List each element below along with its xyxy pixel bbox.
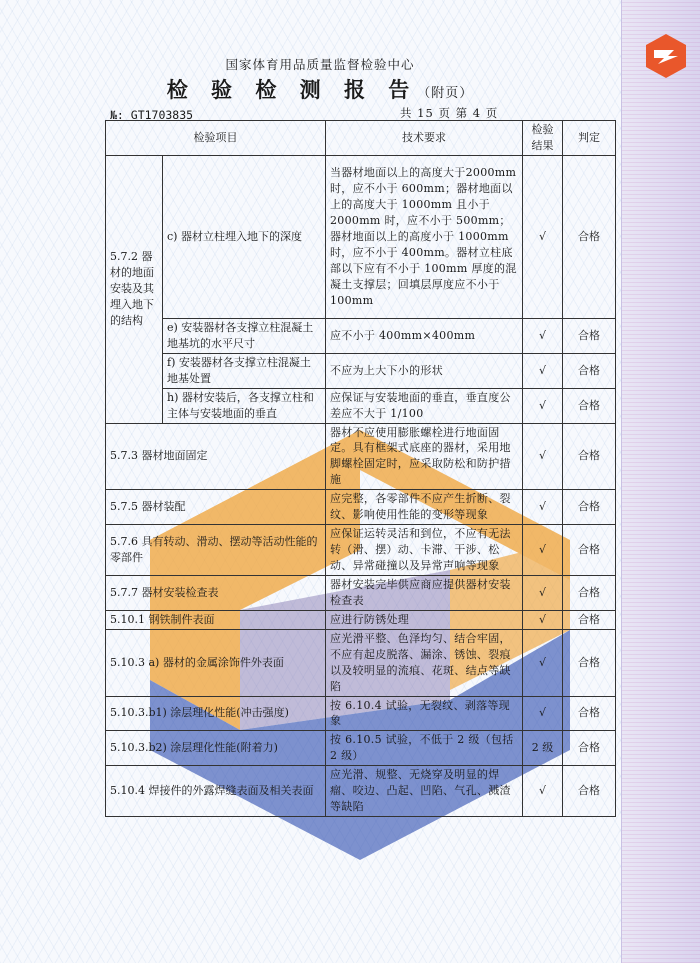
item-cell: 5.7.3 器材地面固定 <box>106 423 326 490</box>
table-row <box>106 388 616 423</box>
item-cell: 5.10.4 焊接件的外露焊缝表面及相关表面 <box>106 766 326 817</box>
verdict-cell: 合格 <box>563 318 616 353</box>
requirement-cell: 当器材地面以上的高度大于2000mm 时，应不小于 600mm；器材地面以上的高度大于 1000mm 且小于 2000mm 时，应不小于 500mm；器材地面以上的高度小于 1000mm 时，应不小于 400mm。器材立柱底部以下应有不小于 100mm 厚度的混凝土支撑层；回填层厚度应不小于 100mm <box>326 155 523 318</box>
report-title-subtitle: （附页） <box>417 86 474 101</box>
result-cell: √ <box>523 490 563 525</box>
header-verdict: 判定 <box>563 121 616 156</box>
table-row <box>106 423 616 490</box>
table-header-row <box>106 121 616 156</box>
table-row <box>106 353 616 388</box>
item-cell: 5.10.3.b1) 涂层理化性能(冲击强度) <box>106 696 326 731</box>
verdict-cell: 合格 <box>563 575 616 610</box>
requirement-cell: 应进行防锈处理 <box>326 610 523 629</box>
table-row <box>106 766 616 817</box>
header-requirement: 技术要求 <box>326 121 523 156</box>
verdict-cell: 合格 <box>563 490 616 525</box>
table-row <box>106 318 616 353</box>
table-row <box>106 525 616 576</box>
result-cell: √ <box>523 155 563 318</box>
requirement-cell: 应保证与安装地面的垂直，垂直度公差应不大于 1/100 <box>326 388 523 423</box>
verdict-cell: 合格 <box>563 388 616 423</box>
requirement-cell: 应不小于 400mm×400mm <box>326 318 523 353</box>
requirement-cell: 器材安装完毕供应商应提供器材安装检查表 <box>326 575 523 610</box>
table-row <box>106 155 616 318</box>
result-cell: √ <box>523 388 563 423</box>
result-cell: √ <box>523 629 563 696</box>
result-cell: √ <box>523 766 563 817</box>
item-cell: 5.7.6 具有转动、滑动、摆动等活动性能的零部件 <box>106 525 326 576</box>
requirement-cell: 应光滑、规整、无烧穿及明显的焊瘤、咬边、凸起、凹陷、气孔、溅渣等缺陷 <box>326 766 523 817</box>
requirement-cell: 不应为上大下小的形状 <box>326 353 523 388</box>
report-number: №: GT1703835 <box>110 108 194 122</box>
sub-item: h) 器材安装后，各支撑立柱和主体与安装地面的垂直 <box>163 388 326 423</box>
result-cell: √ <box>523 610 563 629</box>
result-cell: √ <box>523 318 563 353</box>
verdict-cell: 合格 <box>563 696 616 731</box>
table-row <box>106 731 616 766</box>
sub-item: e) 安装器材各支撑立柱混凝土地基坑的水平尺寸 <box>163 318 326 353</box>
report-title-main: 检 验 检 测 报 告 <box>166 77 418 102</box>
result-cell: 2 级 <box>523 731 563 766</box>
verdict-cell: 合格 <box>563 423 616 490</box>
result-cell: √ <box>523 696 563 731</box>
table-row <box>106 696 616 731</box>
requirement-cell: 应光滑平整、色泽均匀、结合牢固，不应有起皮脱落、漏涂、锈蚀、裂痕以及较明显的流痕、花斑、结点等缺陷 <box>326 629 523 696</box>
item-cell: 5.10.3 a) 器材的金属涂饰件外表面 <box>106 629 326 696</box>
header-item: 检验项目 <box>106 121 326 156</box>
result-cell: √ <box>523 575 563 610</box>
verdict-cell: 合格 <box>563 610 616 629</box>
table-row <box>106 490 616 525</box>
header-result: 检验结果 <box>523 121 563 156</box>
result-cell: √ <box>523 525 563 576</box>
verdict-cell: 合格 <box>563 525 616 576</box>
table-row <box>106 610 616 629</box>
sub-item: c) 器材立柱埋入地下的深度 <box>163 155 326 318</box>
requirement-cell: 按 6.10.4 试验，无裂纹、剥落等现象 <box>326 696 523 731</box>
inspection-table <box>105 120 616 817</box>
requirement-cell: 应完整，各零部件不应产生折断、裂纹、影响使用性能的变形等现象 <box>326 490 523 525</box>
verdict-cell: 合格 <box>563 155 616 318</box>
verdict-cell: 合格 <box>563 766 616 817</box>
item-cell: 5.10.1 钢铁制件表面 <box>106 610 326 629</box>
item-cell: 5.7.5 器材装配 <box>106 490 326 525</box>
verdict-cell: 合格 <box>563 731 616 766</box>
result-cell: √ <box>523 353 563 388</box>
item-cell: 5.7.7 器材安装检查表 <box>106 575 326 610</box>
table-row <box>106 629 616 696</box>
page-edge-band <box>621 0 700 963</box>
table-row <box>106 575 616 610</box>
logo-icon <box>644 32 688 80</box>
verdict-cell: 合格 <box>563 353 616 388</box>
requirement-cell: 器材不应使用膨胀螺栓进行地面固定。具有框架式底座的器材，采用地脚螺栓固定时，应采取防松和防护措施 <box>326 423 523 490</box>
result-cell: √ <box>523 423 563 490</box>
page-count: 共 15 页 第 4 页 <box>400 106 499 120</box>
requirement-cell: 按 6.10.5 试验，不低于 2 级（包括 2 级） <box>326 731 523 766</box>
organization-name: 国家体育用品质量监督检验中心 <box>225 57 415 72</box>
report-title <box>0 74 640 104</box>
requirement-cell: 应保证运转灵活和到位，不应有无法转（滑、摆）动、卡滞、干涉、松动、异常碰撞以及异常声响等现象 <box>326 525 523 576</box>
item-cell: 5.10.3.b2) 涂层理化性能(附着力) <box>106 731 326 766</box>
verdict-cell: 合格 <box>563 629 616 696</box>
group-label: 5.7.2 器材的地面安装及其埋入地下的结构 <box>106 155 163 423</box>
sub-item: f) 安装器材各支撑立柱混凝土地基处置 <box>163 353 326 388</box>
